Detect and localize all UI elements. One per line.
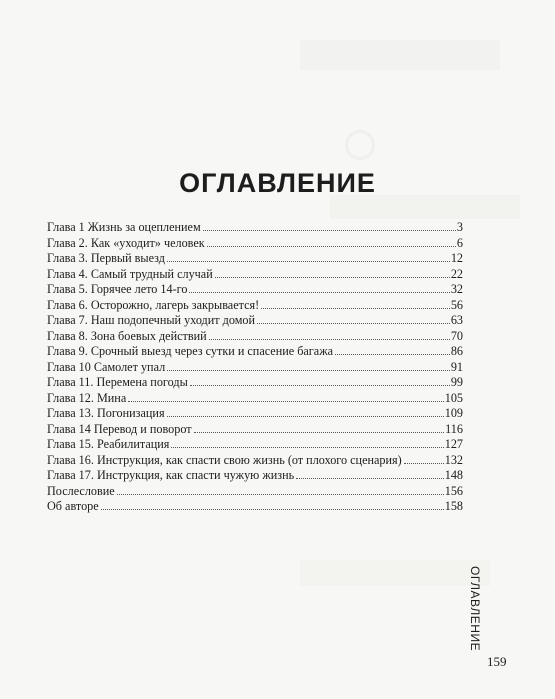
- toc-entry-page: 127: [444, 437, 463, 451]
- page-number: 159: [487, 654, 507, 669]
- toc-entry-label: Глава 10 Самолет упал: [47, 359, 166, 374]
- toc-entry: [47, 406, 463, 422]
- toc-entry-label: Послесловие: [47, 483, 115, 498]
- toc-entry-label: Глава 2. Как «уходит» человек: [47, 235, 205, 250]
- toc-entry-label: Глава 15. Реабилитация: [47, 437, 170, 451]
- toc-dot-leader: [261, 308, 450, 309]
- toc-entry-page: 148: [444, 468, 463, 482]
- toc-entry-page: 32: [450, 282, 463, 296]
- toc-dot-leader: [189, 292, 449, 293]
- toc-entry-label: Глава 3. Первый выезд: [47, 251, 165, 265]
- toc-entry: [47, 422, 463, 438]
- toc-entry: [47, 236, 463, 252]
- toc-entry: [47, 499, 463, 515]
- toc-entry-page: 116: [445, 421, 463, 436]
- toc-entry-page: 6: [456, 235, 463, 250]
- toc-entry: [47, 391, 463, 407]
- toc-entry-label: Об авторе: [47, 499, 99, 513]
- bleed-through-block-2: [300, 560, 490, 586]
- toc-dot-leader: [194, 432, 445, 433]
- toc-entry-page: 12: [450, 251, 463, 265]
- toc-entry-label: Глава 4. Самый трудный случай: [47, 266, 213, 281]
- toc-entry: [47, 484, 463, 500]
- toc-entry-page: 156: [444, 483, 463, 498]
- toc-entry: [47, 437, 463, 453]
- toc-dot-leader: [167, 416, 444, 417]
- toc-dot-leader: [335, 354, 450, 355]
- toc-dot-leader: [117, 494, 444, 495]
- toc-entry: [47, 468, 463, 484]
- toc-entry-page: 86: [450, 344, 463, 358]
- toc-entry-label: Глава 6. Осторожно, лагерь закрывается!: [47, 297, 260, 312]
- toc-entry: [47, 344, 463, 360]
- toc-entry-page: 105: [444, 390, 463, 405]
- bleed-through-shadow: [300, 40, 500, 70]
- toc-entry-label: Глава 7. Наш подопечный уходит домой: [47, 313, 256, 327]
- toc-dot-leader: [167, 370, 450, 371]
- toc-entry-page: 158: [444, 499, 463, 513]
- toc-entry: [47, 313, 463, 329]
- toc-dot-leader: [167, 261, 450, 262]
- toc-dot-leader: [209, 339, 450, 340]
- toc-dot-leader: [404, 463, 444, 464]
- toc-entry-label: Глава 9. Срочный выезд через сутки и спасение багажа: [47, 344, 334, 358]
- toc-entry-page: 22: [450, 266, 463, 281]
- toc-dot-leader: [101, 509, 444, 510]
- toc-entry-label: Глава 17. Инструкция, как спасти чужую жизнь: [47, 468, 295, 482]
- toc-dot-leader: [207, 246, 456, 247]
- toc-entry-label: Глава 5. Горячее лето 14-го: [47, 282, 188, 296]
- toc-entry: [47, 329, 463, 345]
- toc-entry-label: Глава 13. Погонизация: [47, 406, 165, 420]
- toc-entry: [47, 298, 463, 314]
- toc-entry-page: 132: [444, 452, 463, 467]
- toc-entry-label: Глава 16. Инструкция, как спасти свою жизнь (от плохого сценария): [47, 452, 402, 467]
- toc-entry-page: 63: [450, 313, 463, 327]
- page-title: ОГЛАВЛЕНИЕ: [179, 168, 376, 198]
- toc-entry-page: 99: [450, 375, 463, 389]
- toc-entry: [47, 453, 463, 469]
- toc-dot-leader: [171, 447, 443, 448]
- toc-dot-leader: [190, 385, 450, 386]
- toc-entry: [47, 220, 463, 236]
- toc-entry-label: Глава 1 Жизнь за оцеплением: [47, 220, 201, 234]
- toc-entry-page: 3: [456, 220, 463, 234]
- toc-entry: [47, 251, 463, 267]
- toc-entry-page: 70: [450, 328, 463, 343]
- toc-dot-leader: [215, 277, 450, 278]
- toc-entry: [47, 360, 463, 376]
- toc-entry-page: 109: [444, 406, 463, 420]
- toc-entry-page: 56: [450, 297, 463, 312]
- bleed-through-circle: [345, 130, 375, 160]
- toc-entry-page: 91: [450, 359, 463, 374]
- toc-dot-leader: [257, 323, 450, 324]
- toc-entry-label: Глава 8. Зона боевых действий: [47, 328, 207, 343]
- toc-entry-label: Глава 12. Мина: [47, 390, 127, 405]
- toc-entry: [47, 267, 463, 283]
- toc-entry-label: Глава 14 Перевод и поворот: [47, 421, 192, 436]
- toc-dot-leader: [128, 401, 443, 402]
- toc-entry: [47, 375, 463, 391]
- table-of-contents: [47, 220, 463, 515]
- toc-dot-leader: [296, 478, 444, 479]
- toc-entry: [47, 282, 463, 298]
- toc-dot-leader: [203, 230, 456, 231]
- toc-entry-label: Глава 11. Перемена погоды: [47, 375, 188, 389]
- running-head-vertical: ОГЛАВЛЕНИЕ: [468, 566, 482, 652]
